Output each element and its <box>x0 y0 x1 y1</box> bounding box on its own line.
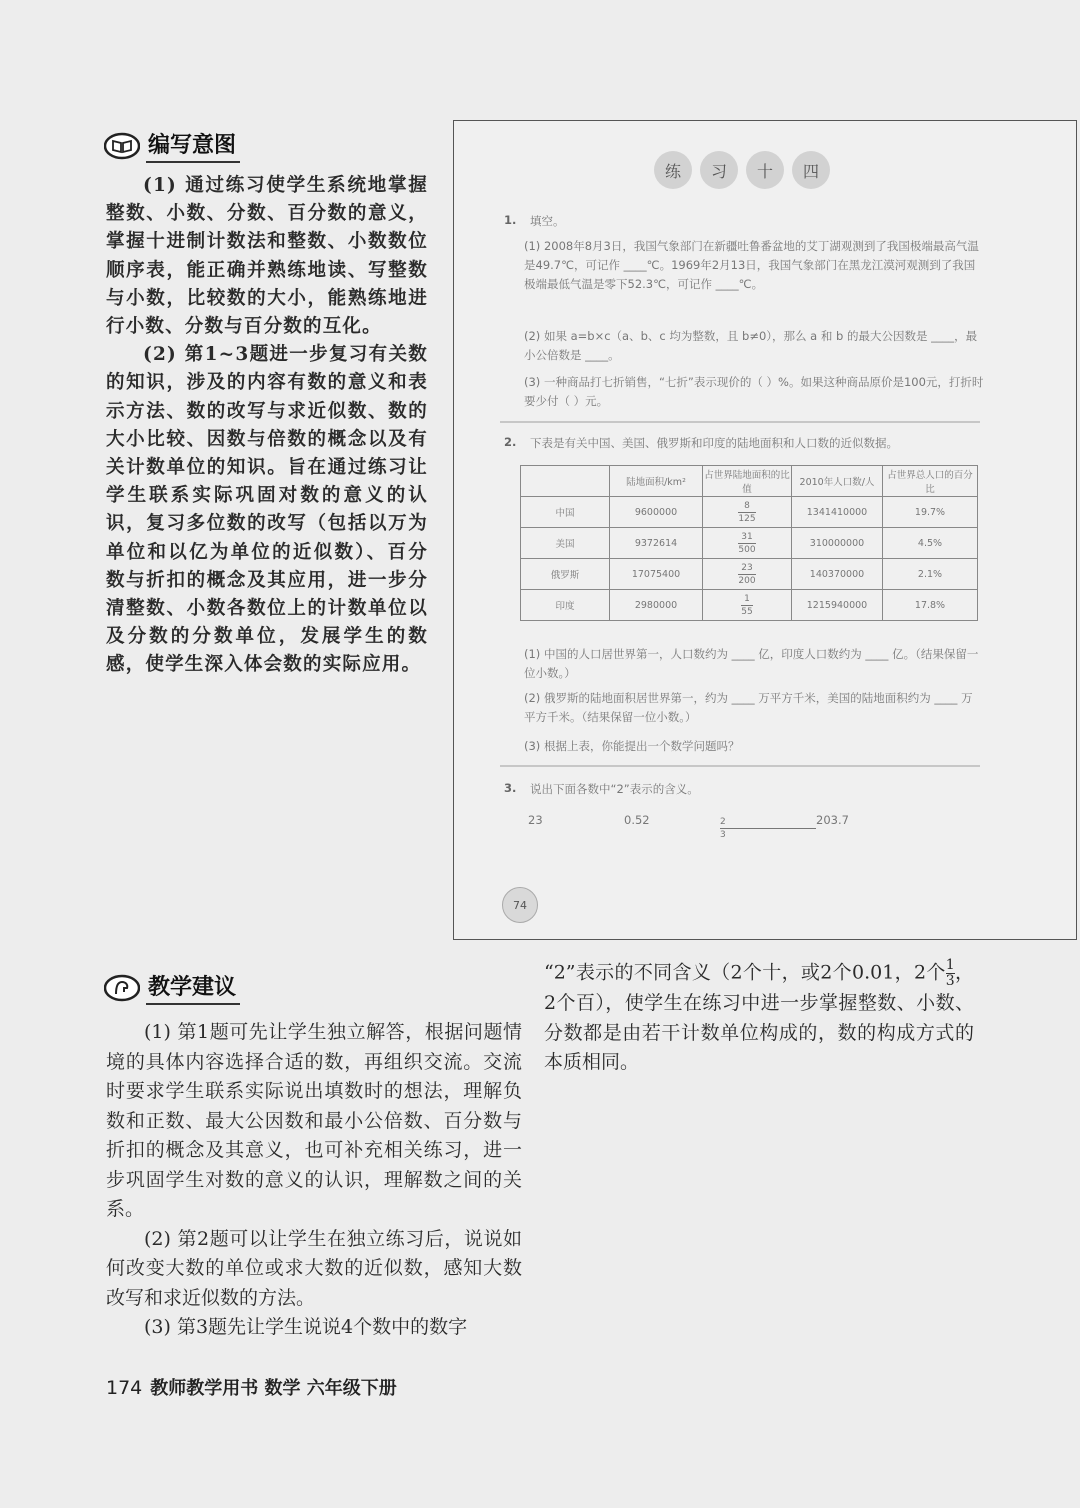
fraction-denominator: 125 <box>738 513 756 524</box>
table-cell: 4.5% <box>883 528 978 559</box>
table-cell: 310000000 <box>792 528 883 559</box>
continuation-text-b: ，2个百），使学生在练习中进一步掌握整数、小数、分数都是由若干计数单位构成的，数的构成方式的本质相同。 <box>544 961 974 1073</box>
suggestion-paragraph-2: (2) 第2题可以让学生在独立练习后，说说如何改变大数的单位或求大数的近似数，感知大数改写和求近似数的方法。 <box>106 1227 522 1309</box>
table-cell <box>703 559 792 590</box>
q1-item-3: (3) 一种商品打七折销售，“七折”表示现价的（ ）%。如果这种商品原价是100元，打折时要少付（ ）元。 <box>524 375 984 408</box>
fraction-numerator: 2 <box>720 817 726 827</box>
fraction-numerator: 1 <box>945 957 955 973</box>
fraction-numerator: 23 <box>741 562 753 573</box>
q3-fraction <box>720 813 816 841</box>
table-header: 占世界总人口的百分比 <box>883 466 978 497</box>
q3-number-a: 23 <box>528 813 543 827</box>
q2-item-3: (3) 根据上表，你能提出一个数学问题吗？ <box>524 739 740 753</box>
exercise-title <box>654 151 830 189</box>
table-cell: 美国 <box>521 528 610 559</box>
table-header: 2010年人口数/人 <box>792 466 883 497</box>
table-cell <box>703 590 792 621</box>
fraction-denominator: 200 <box>738 575 756 586</box>
exercise-title-char-3: 十 <box>746 151 784 189</box>
book-title: 教师教学用书 数学 六年级下册 <box>150 1378 397 1399</box>
page-number: 174 <box>106 1377 143 1399</box>
suggestion-paragraph-1: (1) 第1题可先让学生独立解答，根据问题情境的具体内容选择合适的数，再组织交流。交流时要求学生联系实际说出填数时的想法，理解负数和正数、最大公因数和最小公倍数、百分数与折扣的概念及其意义，也可补充相关练习，进一步巩固学生对数的意义的认识，理解数之间的关系。 <box>106 1021 522 1220</box>
fraction-denominator: 500 <box>738 544 756 555</box>
table-cell: 9372614 <box>610 528 703 559</box>
divider <box>500 765 980 767</box>
table-cell <box>703 528 792 559</box>
table-cell: 2.1% <box>883 559 978 590</box>
table-cell: 俄罗斯 <box>521 559 610 590</box>
q1-item-1: (1) 2008年8月3日，我国气象部门在新疆吐鲁番盆地的艾丁湖观测到了我国极端最高气温是49.7℃，可记作 ____℃。1969年2月13日，我国气象部门在黑龙江漠河观测到了我国极端最低气温是零下52.3℃，可记作 ____℃。 <box>524 239 979 291</box>
hand-icon <box>104 974 140 1002</box>
table-row <box>521 590 978 621</box>
intent-paragraph-1: (1) 通过练习使学生系统地掌握整数、小数、分数、百分数的意义，掌握十进制计数法和整数、小数数位顺序表，能正确并熟练地读、写整数与小数，比较数的大小，能熟练地进行小数、分数与百分数的互化。 <box>106 175 428 338</box>
fraction-denominator: 3 <box>945 973 955 989</box>
table-row <box>521 497 978 528</box>
suggestion-continuation <box>544 958 974 1078</box>
page-footer <box>106 1374 397 1400</box>
table-cell: 中国 <box>521 497 610 528</box>
q3-number-b: 0.52 <box>624 813 650 827</box>
table-header: 占世界陆地面积的比值 <box>703 466 792 497</box>
q3-number: 3. <box>504 781 517 795</box>
fraction-numerator: 31 <box>741 531 753 542</box>
intent-heading <box>104 128 240 163</box>
q3-number-c: 203.7 <box>816 813 849 827</box>
exercise-title-char-2: 习 <box>700 151 738 189</box>
table-cell: 140370000 <box>792 559 883 590</box>
exercise-title-char-1: 练 <box>654 151 692 189</box>
table-cell <box>703 497 792 528</box>
intent-body <box>106 172 428 680</box>
exercise-title-char-4: 四 <box>792 151 830 189</box>
q2-item-2: (2) 俄罗斯的陆地面积居世界第一，约为 ____ 万平方千米，美国的陆地面积约为 ____ 万平方千米。（结果保留一位小数。） <box>524 691 973 724</box>
q1-number: 1. <box>504 213 517 227</box>
q2-label: 下表是有关中国、美国、俄罗斯和印度的陆地面积和人口数的近似数据。 <box>530 436 898 450</box>
q1-label: 填空。 <box>530 214 565 228</box>
open-book-icon <box>104 132 140 160</box>
table-row <box>521 559 978 590</box>
table-cell: 1341410000 <box>792 497 883 528</box>
table-cell: 9600000 <box>610 497 703 528</box>
q3-label: 说出下面各数中“2”表示的含义。 <box>530 782 699 796</box>
table-cell: 17075400 <box>610 559 703 590</box>
table-cell: 1215940000 <box>792 590 883 621</box>
table-cell: 19.7% <box>883 497 978 528</box>
table-header: 陆地面积/km² <box>610 466 703 497</box>
table-header <box>521 466 610 497</box>
workbook-page-number: 74 <box>502 887 538 923</box>
q1-item-2: (2) 如果 a=b×c（a、b、c 均为整数，且 b≠0），那么 a 和 b 的最大公因数是 ____，最小公倍数是 ____。 <box>524 329 978 362</box>
data-table <box>520 465 978 621</box>
q3-numbers <box>528 813 912 841</box>
suggestion-body <box>106 1018 522 1343</box>
q2-item-1: (1) 中国的人口居世界第一，人口数约为 ____ 亿，印度人口数约为 ____ 亿。（结果保留一位小数。） <box>524 647 979 680</box>
table-cell: 17.8% <box>883 590 978 621</box>
intent-paragraph-2: (2) 第1~3题进一步复习有关数的知识，涉及的内容有数的意义和表示方法、数的改写与求近似数、数的大小比较、因数与倍数的概念以及有关计数单位的知识。旨在通过练习让学生联系实际巩固对数的意义的认识，复习多位数的改写（包括以万为单位和以亿为单位的近似数）、百分数与折扣的概念及其应用，进一步分清整数、小数各数位上的计数单位以及分数的分数单位，发展学生的数感，使学生深入体会数的实际应用。 <box>106 344 428 676</box>
table-cell: 印度 <box>521 590 610 621</box>
fraction-denominator: 3 <box>720 828 816 841</box>
table-row <box>521 528 978 559</box>
continuation-paragraph <box>544 958 974 1078</box>
fraction-denominator: 55 <box>741 606 753 617</box>
table-cell: 2980000 <box>610 590 703 621</box>
suggestion-paragraph-3: (3) 第3题先让学生说说4个数中的数字 <box>144 1316 468 1338</box>
intent-heading-title: 编写意图 <box>146 128 240 163</box>
divider <box>500 421 980 423</box>
suggestion-heading <box>104 970 240 1005</box>
q2-number: 2. <box>504 435 517 449</box>
inline-fraction <box>946 958 955 989</box>
suggestion-heading-title: 教学建议 <box>146 970 240 1005</box>
workbook-page <box>453 120 1077 940</box>
continuation-text-a: “2”表示的不同含义（2个十，或2个0.01，2个 <box>544 961 946 984</box>
fraction-numerator: 1 <box>744 593 750 604</box>
fraction-numerator: 8 <box>744 500 750 511</box>
